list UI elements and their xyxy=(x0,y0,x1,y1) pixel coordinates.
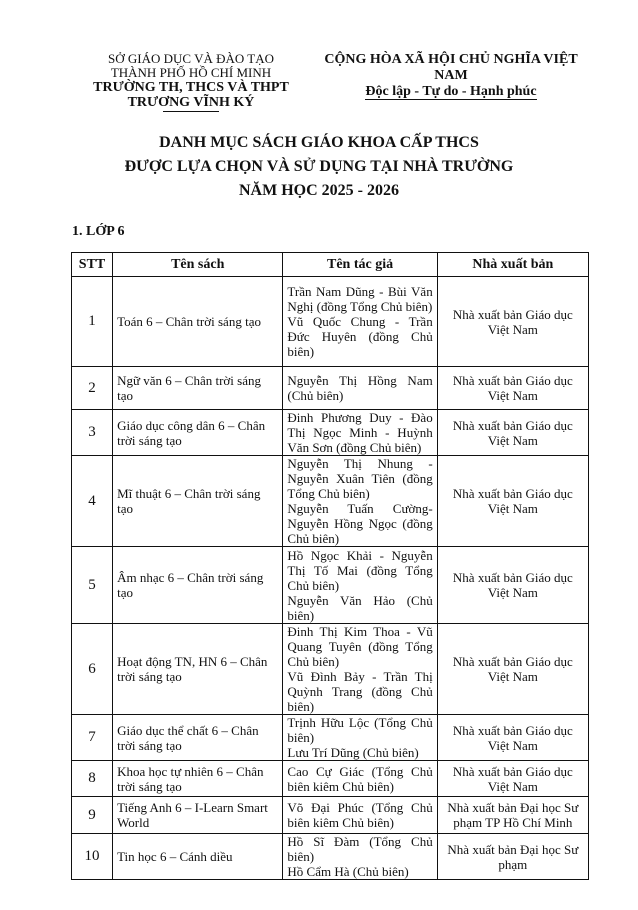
header-left-underline xyxy=(163,111,219,112)
book-title: Ngữ văn 6 – Chân trời sáng tạo xyxy=(113,367,283,410)
book-authors xyxy=(283,547,437,624)
book-authors xyxy=(283,367,437,410)
author-entry: Đinh Phương Duy - Đào Thị Ngọc Minh - Huỳnh Văn Sơn (đồng Chủ biên) xyxy=(287,410,433,455)
author-entry: Cao Cự Giác (Tổng Chủ biên kiêm Chủ biên) xyxy=(287,763,433,794)
header-left xyxy=(66,52,316,112)
publisher: Nhà xuất bản Giáo dục Việt Nam xyxy=(437,547,588,624)
col-header-authors: Tên tác giả xyxy=(283,253,437,277)
book-title: Âm nhạc 6 – Chân trời sáng tạo xyxy=(113,547,283,624)
book-title: Toán 6 – Chân trời sáng tạo xyxy=(113,277,283,367)
book-title: Tin học 6 – Cánh diều xyxy=(113,834,283,880)
book-title: Tiếng Anh 6 – I-Learn Smart World xyxy=(113,797,283,834)
department-name: SỞ GIÁO DỤC VÀ ĐÀO TẠO xyxy=(108,51,274,66)
table-row xyxy=(72,547,589,624)
book-authors xyxy=(283,715,437,761)
author-entry: Hồ Cẩm Hà (Chủ biên) xyxy=(287,864,409,879)
row-number: 9 xyxy=(72,797,113,834)
school-name-line2: TRƯƠNG VĨNH KÝ xyxy=(127,95,255,110)
publisher: Nhà xuất bản Giáo dục Việt Nam xyxy=(437,456,588,547)
row-number: 10 xyxy=(72,834,113,880)
author-entry: Võ Đại Phúc (Tổng Chủ biên kiêm Chủ biên) xyxy=(287,800,433,830)
title-line2: ĐƯỢC LỰA CHỌN VÀ SỬ DỤNG TẠI NHÀ TRƯỜNG xyxy=(124,158,514,175)
row-number: 2 xyxy=(72,367,113,410)
table-row xyxy=(72,715,589,761)
row-number: 3 xyxy=(72,410,113,456)
author-entry: Lưu Trí Dũng (Chủ biên) xyxy=(287,745,419,760)
author-entry: Vũ Quốc Chung - Trần Đức Huyên (đồng Chủ biên) xyxy=(287,314,433,359)
author-entry: Hồ Sĩ Đàm (Tổng Chủ biên) xyxy=(287,834,433,864)
row-number: 5 xyxy=(72,547,113,624)
publisher: Nhà xuất bản Giáo dục Việt Nam xyxy=(437,277,588,367)
book-title: Giáo dục thể chất 6 – Chân trời sáng tạo xyxy=(113,715,283,761)
textbook-table xyxy=(71,252,589,880)
row-number: 6 xyxy=(72,624,113,715)
book-authors xyxy=(283,834,437,880)
table-row xyxy=(72,456,589,547)
publisher: Nhà xuất bản Giáo dục Việt Nam xyxy=(437,410,588,456)
col-header-publisher: Nhà xuất bản xyxy=(437,253,588,277)
author-entry: Vũ Đình Bảy - Trần Thị Quỳnh Trang (đồng Chủ biên) xyxy=(287,669,433,714)
document-title xyxy=(0,131,638,203)
title-line3: NĂM HỌC 2025 - 2026 xyxy=(239,182,399,199)
publisher: Nhà xuất bản Giáo dục Việt Nam xyxy=(437,715,588,761)
city-name: THÀNH PHỐ HỒ CHÍ MINH xyxy=(110,65,272,80)
author-entry: Trịnh Hữu Lộc (Tổng Chủ biên) xyxy=(287,715,433,745)
section-heading: 1. LỚP 6 xyxy=(72,224,125,239)
book-authors xyxy=(283,456,437,547)
title-line1: DANH MỤC SÁCH GIÁO KHOA CẤP THCS xyxy=(159,134,479,151)
table-row xyxy=(72,834,589,880)
author-entry: Đinh Thị Kim Thoa - Vũ Quang Tuyên (đồng Tổng Chủ biên) xyxy=(287,624,433,669)
author-entry: Nguyễn Thị Nhung - Nguyễn Xuân Tiên (đồng Tổng Chủ biên) xyxy=(287,456,433,501)
col-header-book: Tên sách xyxy=(113,253,283,277)
publisher: Nhà xuất bản Giáo dục Việt Nam xyxy=(437,367,588,410)
author-entry: Trần Nam Dũng - Bùi Văn Nghị (đồng Tổng Chủ biên) xyxy=(287,284,433,314)
row-number: 4 xyxy=(72,456,113,547)
publisher: Nhà xuất bản Giáo dục Việt Nam xyxy=(437,761,588,797)
table-row xyxy=(72,797,589,834)
country-name: CỘNG HÒA XÃ HỘI CHỦ NGHĨA VIỆT NAM xyxy=(324,52,578,83)
book-authors xyxy=(283,277,437,367)
author-entry: Nguyễn Văn Hảo (Chủ biên) xyxy=(287,592,433,623)
table-row xyxy=(72,410,589,456)
row-number: 8 xyxy=(72,761,113,797)
book-authors xyxy=(283,797,437,834)
author-entry: Nguyễn Thị Hồng Nam (Chủ biên) xyxy=(287,373,433,403)
col-header-stt: STT xyxy=(72,253,113,277)
publisher: Nhà xuất bản Đại học Sư phạm xyxy=(437,834,588,880)
table-row xyxy=(72,367,589,410)
table-row xyxy=(72,761,589,797)
author-entry: Hồ Ngọc Khải - Nguyễn Thị Tố Mai (đồng Tổng Chủ biên) xyxy=(287,547,433,593)
school-name-line1: TRƯỜNG TH, THCS VÀ THPT xyxy=(93,80,289,95)
book-title: Mĩ thuật 6 – Chân trời sáng tạo xyxy=(113,456,283,547)
book-title: Hoạt động TN, HN 6 – Chân trời sáng tạo xyxy=(113,624,283,715)
publisher: Nhà xuất bản Giáo dục Việt Nam xyxy=(437,624,588,715)
book-title: Khoa học tự nhiên 6 – Chân trời sáng tạo xyxy=(113,761,283,797)
row-number: 1 xyxy=(72,277,113,367)
book-authors xyxy=(283,761,437,797)
book-title: Giáo dục công dân 6 – Chân trời sáng tạo xyxy=(113,410,283,456)
table-header-row xyxy=(72,253,589,277)
author-entry: Nguyễn Tuấn Cường-Nguyễn Hồng Ngọc (đồng Chủ biên) xyxy=(287,501,433,546)
national-motto: Độc lập - Tự do - Hạnh phúc xyxy=(365,84,537,99)
row-number: 7 xyxy=(72,715,113,761)
book-authors xyxy=(283,624,437,715)
book-authors xyxy=(283,410,437,456)
table-row xyxy=(72,624,589,715)
publisher: Nhà xuất bản Đại học Sư phạm TP Hồ Chí Minh xyxy=(437,797,588,834)
table-body xyxy=(72,277,589,880)
header-right xyxy=(308,52,594,100)
table-row xyxy=(72,277,589,367)
